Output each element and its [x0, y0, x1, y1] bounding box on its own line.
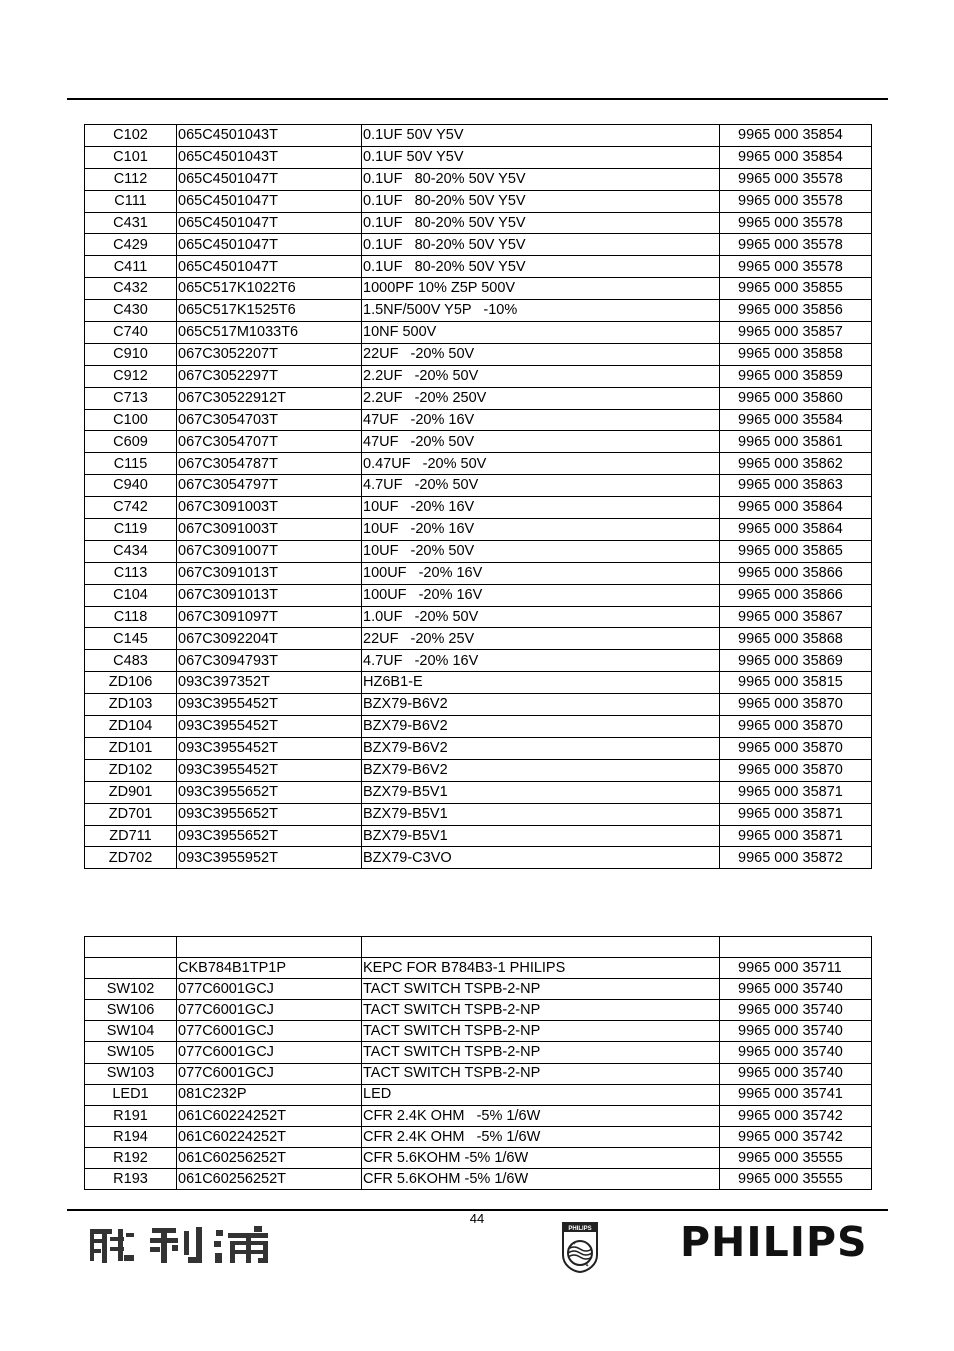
- description-cell: 47UF -20% 50V: [362, 431, 720, 453]
- table-row: [85, 1126, 872, 1147]
- service-code-cell: 9965 000 35578: [720, 212, 872, 234]
- service-code-cell: 9965 000 35870: [720, 737, 872, 759]
- table-row: [85, 1042, 872, 1063]
- part-code-cell: 065C4501043T: [177, 146, 362, 168]
- ref-cell: SW104: [85, 1021, 177, 1042]
- part-code-cell: 093C397352T: [177, 672, 362, 694]
- ref-cell: C432: [85, 278, 177, 300]
- part-code-cell: 067C3054703T: [177, 409, 362, 431]
- description-cell: 0.1UF 80-20% 50V Y5V: [362, 234, 720, 256]
- service-code-cell: 9965 000 35872: [720, 847, 872, 869]
- service-code-cell: 9965 000 35815: [720, 672, 872, 694]
- part-code-cell: 093C3955452T: [177, 694, 362, 716]
- description-cell: 0.47UF -20% 50V: [362, 453, 720, 475]
- part-code-cell: 077C6001GCJ: [177, 1042, 362, 1063]
- table-row: [85, 212, 872, 234]
- description-cell: HZ6B1-E: [362, 672, 720, 694]
- description-cell: KEPC FOR B784B3-1 PHILIPS: [362, 958, 720, 979]
- parts-table-capacitors-diodes: [84, 124, 872, 869]
- part-code-cell: 067C30522912T: [177, 387, 362, 409]
- ref-cell: SW102: [85, 979, 177, 1000]
- part-code-cell: 093C3955652T: [177, 781, 362, 803]
- part-code-cell: 067C3094793T: [177, 650, 362, 672]
- svg-text:PHILIPS: PHILIPS: [568, 1226, 592, 1232]
- part-code-cell: 061C60224252T: [177, 1126, 362, 1147]
- part-code-cell: 093C3955652T: [177, 825, 362, 847]
- service-code-cell: 9965 000 35578: [720, 234, 872, 256]
- description-cell: 22UF -20% 25V: [362, 628, 720, 650]
- table-row: [85, 694, 872, 716]
- part-code-cell: 065C517K1022T6: [177, 278, 362, 300]
- part-code-cell: 077C6001GCJ: [177, 1000, 362, 1021]
- service-code-cell: 9965 000 35864: [720, 497, 872, 519]
- part-code-cell: 061C60256252T: [177, 1147, 362, 1168]
- description-cell: TACT SWITCH TSPB-2-NP: [362, 979, 720, 1000]
- table-row: [85, 628, 872, 650]
- service-code-cell: 9965 000 35870: [720, 716, 872, 738]
- service-code-cell: 9965 000 35866: [720, 562, 872, 584]
- table-row: [85, 168, 872, 190]
- service-code-cell: 9965 000 35740: [720, 979, 872, 1000]
- part-code-cell: 093C3955452T: [177, 737, 362, 759]
- ref-cell: C115: [85, 453, 177, 475]
- table-row: [85, 650, 872, 672]
- description-cell: LED: [362, 1084, 720, 1105]
- ref-cell: C713: [85, 387, 177, 409]
- description-cell: 4.7UF -20% 16V: [362, 650, 720, 672]
- ref-cell: C112: [85, 168, 177, 190]
- part-code-cell: 067C3091013T: [177, 584, 362, 606]
- service-code-cell: 9965 000 35867: [720, 606, 872, 628]
- part-code-cell: 065C4501047T: [177, 256, 362, 278]
- service-code-cell: 9965 000 35740: [720, 1063, 872, 1084]
- description-cell: CFR 2.4K OHM -5% 1/6W: [362, 1105, 720, 1126]
- part-code-cell: 093C3955652T: [177, 803, 362, 825]
- description-cell: 1.5NF/500V Y5P -10%: [362, 300, 720, 322]
- ref-cell: C483: [85, 650, 177, 672]
- ref-cell: C910: [85, 343, 177, 365]
- part-code-cell: 067C3054707T: [177, 431, 362, 453]
- description-cell: 0.1UF 80-20% 50V Y5V: [362, 168, 720, 190]
- ref-cell: ZD101: [85, 737, 177, 759]
- service-code-cell: 9965 000 35869: [720, 650, 872, 672]
- description-cell: 0.1UF 80-20% 50V Y5V: [362, 190, 720, 212]
- table-row: [85, 737, 872, 759]
- service-code-cell: 9965 000 35866: [720, 584, 872, 606]
- description-cell: 1.0UF -20% 50V: [362, 606, 720, 628]
- svg-text:✦: ✦: [585, 1263, 590, 1269]
- description-cell: CFR 5.6KOHM -5% 1/6W: [362, 1147, 720, 1168]
- ref-cell: C118: [85, 606, 177, 628]
- table-row: [85, 234, 872, 256]
- ref-cell: R191: [85, 1105, 177, 1126]
- table-row: [85, 146, 872, 168]
- service-code-cell: 9965 000 35859: [720, 365, 872, 387]
- table-row: [85, 562, 872, 584]
- service-code-cell: 9965 000 35740: [720, 1021, 872, 1042]
- ref-cell: C119: [85, 519, 177, 541]
- table-row: [85, 979, 872, 1000]
- ref-cell: C609: [85, 431, 177, 453]
- ref-cell: R194: [85, 1126, 177, 1147]
- service-code-cell: 9965 000 35742: [720, 1126, 872, 1147]
- ref-cell: C740: [85, 322, 177, 344]
- service-code-cell: 9965 000 35711: [720, 958, 872, 979]
- ref-cell: SW103: [85, 1063, 177, 1084]
- table-row: [85, 803, 872, 825]
- ref-cell: ZD901: [85, 781, 177, 803]
- table-row: [85, 387, 872, 409]
- service-code-cell: 9965 000 35854: [720, 146, 872, 168]
- table-row: [85, 365, 872, 387]
- part-code-cell: 081C232P: [177, 1084, 362, 1105]
- description-cell: BZX79-C3VO: [362, 847, 720, 869]
- ref-cell: C430: [85, 300, 177, 322]
- table-row: [85, 937, 872, 958]
- ref-cell: [85, 958, 177, 979]
- service-code-cell: 9965 000 35578: [720, 190, 872, 212]
- service-code-cell: 9965 000 35858: [720, 343, 872, 365]
- part-code-cell: 067C3091007T: [177, 540, 362, 562]
- part-code-cell: 067C3054787T: [177, 453, 362, 475]
- service-code-cell: 9965 000 35742: [720, 1105, 872, 1126]
- ref-cell: C434: [85, 540, 177, 562]
- ref-cell: C429: [85, 234, 177, 256]
- ref-cell: LED1: [85, 1084, 177, 1105]
- description-cell: 1000PF 10% Z5P 500V: [362, 278, 720, 300]
- description-cell: 0.1UF 80-20% 50V Y5V: [362, 256, 720, 278]
- description-cell: 2.2UF -20% 50V: [362, 365, 720, 387]
- service-code-cell: 9965 000 35740: [720, 1000, 872, 1021]
- service-code-cell: 9965 000 35856: [720, 300, 872, 322]
- ref-cell: SW105: [85, 1042, 177, 1063]
- table-row: [85, 519, 872, 541]
- description-cell: TACT SWITCH TSPB-2-NP: [362, 1063, 720, 1084]
- description-cell: BZX79-B6V2: [362, 759, 720, 781]
- description-cell: 10UF -20% 16V: [362, 497, 720, 519]
- description-cell: 0.1UF 50V Y5V: [362, 146, 720, 168]
- ref-cell: C145: [85, 628, 177, 650]
- service-code-cell: 9965 000 35555: [720, 1169, 872, 1190]
- svg-text:✦: ✦: [572, 1241, 577, 1247]
- ref-cell: ZD106: [85, 672, 177, 694]
- part-code-cell: 065C4501047T: [177, 212, 362, 234]
- ref-cell: C102: [85, 125, 177, 147]
- service-code-cell: 9965 000 35578: [720, 256, 872, 278]
- ref-cell: C101: [85, 146, 177, 168]
- table-row: [85, 453, 872, 475]
- service-code-cell: 9965 000 35861: [720, 431, 872, 453]
- table-row: [85, 1105, 872, 1126]
- service-code-cell: 9965 000 35584: [720, 409, 872, 431]
- table-row: [85, 278, 872, 300]
- description-cell: CFR 2.4K OHM -5% 1/6W: [362, 1126, 720, 1147]
- ref-cell: ZD702: [85, 847, 177, 869]
- service-code-cell: 9965 000 35870: [720, 759, 872, 781]
- table-row: [85, 716, 872, 738]
- service-code-cell: 9965 000 35865: [720, 540, 872, 562]
- ref-cell: ZD701: [85, 803, 177, 825]
- table-row: [85, 300, 872, 322]
- part-code-cell: 093C3955952T: [177, 847, 362, 869]
- table-row: [85, 497, 872, 519]
- part-code-cell: CKB784B1TP1P: [177, 958, 362, 979]
- service-code-cell: 9965 000 35854: [720, 125, 872, 147]
- part-code-cell: [177, 937, 362, 958]
- table-row: [85, 343, 872, 365]
- description-cell: BZX79-B6V2: [362, 737, 720, 759]
- description-cell: 100UF -20% 16V: [362, 584, 720, 606]
- ref-cell: C742: [85, 497, 177, 519]
- table-row: [85, 322, 872, 344]
- description-cell: 10UF -20% 16V: [362, 519, 720, 541]
- service-code-cell: 9965 000 35741: [720, 1084, 872, 1105]
- table-row: [85, 1000, 872, 1021]
- service-code-cell: 9965 000 35855: [720, 278, 872, 300]
- part-code-cell: 061C60256252T: [177, 1169, 362, 1190]
- ref-cell: ZD104: [85, 716, 177, 738]
- table-row: [85, 1169, 872, 1190]
- service-code-cell: 9965 000 35871: [720, 825, 872, 847]
- table-row: [85, 540, 872, 562]
- table-row: [85, 431, 872, 453]
- table-row: [85, 847, 872, 869]
- parts-table-switches-resistors: [84, 936, 872, 1190]
- service-code-cell: 9965 000 35871: [720, 803, 872, 825]
- part-code-cell: 065C4501047T: [177, 168, 362, 190]
- description-cell: [362, 937, 720, 958]
- ref-cell: C431: [85, 212, 177, 234]
- table-row: [85, 1063, 872, 1084]
- service-code-cell: 9965 000 35871: [720, 781, 872, 803]
- ref-cell: C111: [85, 190, 177, 212]
- description-cell: 4.7UF -20% 50V: [362, 475, 720, 497]
- part-code-cell: 067C3054797T: [177, 475, 362, 497]
- service-code-cell: 9965 000 35555: [720, 1147, 872, 1168]
- ref-cell: C912: [85, 365, 177, 387]
- ref-cell: [85, 937, 177, 958]
- part-code-cell: 065C4501043T: [177, 125, 362, 147]
- table-row: [85, 190, 872, 212]
- ref-cell: C411: [85, 256, 177, 278]
- service-code-cell: 9965 000 35863: [720, 475, 872, 497]
- ref-cell: C104: [85, 584, 177, 606]
- service-code-cell: 9965 000 35860: [720, 387, 872, 409]
- philips-wordmark: PHILIPS: [680, 1218, 868, 1266]
- part-code-cell: 077C6001GCJ: [177, 1063, 362, 1084]
- header-rule: [67, 98, 888, 100]
- part-code-cell: 067C3052297T: [177, 365, 362, 387]
- service-code-cell: 9965 000 35870: [720, 694, 872, 716]
- table-row: [85, 1084, 872, 1105]
- part-code-cell: 067C3091097T: [177, 606, 362, 628]
- part-code-cell: 061C60224252T: [177, 1105, 362, 1126]
- service-code-cell: 9965 000 35740: [720, 1042, 872, 1063]
- table-row: [85, 475, 872, 497]
- description-cell: 47UF -20% 16V: [362, 409, 720, 431]
- page-number: 44: [469, 1211, 485, 1226]
- table-row: [85, 1021, 872, 1042]
- description-cell: BZX79-B5V1: [362, 803, 720, 825]
- table-row: [85, 781, 872, 803]
- part-code-cell: 067C3091013T: [177, 562, 362, 584]
- ref-cell: ZD103: [85, 694, 177, 716]
- ref-cell: ZD102: [85, 759, 177, 781]
- ref-cell: SW106: [85, 1000, 177, 1021]
- part-code-cell: 093C3955452T: [177, 759, 362, 781]
- table-row: [85, 256, 872, 278]
- philips-shield-icon: [560, 1221, 600, 1273]
- table-row: [85, 759, 872, 781]
- table-row: [85, 672, 872, 694]
- service-code-cell: 9965 000 35862: [720, 453, 872, 475]
- ref-cell: ZD711: [85, 825, 177, 847]
- ref-cell: C113: [85, 562, 177, 584]
- description-cell: BZX79-B6V2: [362, 694, 720, 716]
- description-cell: 0.1UF 80-20% 50V Y5V: [362, 212, 720, 234]
- ref-cell: R192: [85, 1147, 177, 1168]
- part-code-cell: 065C4501047T: [177, 190, 362, 212]
- table-row: [85, 584, 872, 606]
- table-row: [85, 606, 872, 628]
- table-row: [85, 409, 872, 431]
- service-code-cell: 9965 000 35868: [720, 628, 872, 650]
- description-cell: TACT SWITCH TSPB-2-NP: [362, 1042, 720, 1063]
- part-code-cell: 065C517M1033T6: [177, 322, 362, 344]
- service-code-cell: 9965 000 35864: [720, 519, 872, 541]
- service-code-cell: [720, 937, 872, 958]
- ref-cell: R193: [85, 1169, 177, 1190]
- description-cell: 22UF -20% 50V: [362, 343, 720, 365]
- philips-chinese-logo: [88, 1225, 272, 1265]
- table-row: [85, 825, 872, 847]
- table-row: [85, 958, 872, 979]
- service-code-cell: 9965 000 35857: [720, 322, 872, 344]
- part-code-cell: 067C3091003T: [177, 497, 362, 519]
- part-code-cell: 065C517K1525T6: [177, 300, 362, 322]
- description-cell: BZX79-B6V2: [362, 716, 720, 738]
- table-row: [85, 1147, 872, 1168]
- part-code-cell: 067C3052207T: [177, 343, 362, 365]
- description-cell: 10UF -20% 50V: [362, 540, 720, 562]
- description-cell: TACT SWITCH TSPB-2-NP: [362, 1000, 720, 1021]
- description-cell: BZX79-B5V1: [362, 781, 720, 803]
- description-cell: 2.2UF -20% 250V: [362, 387, 720, 409]
- service-code-cell: 9965 000 35578: [720, 168, 872, 190]
- ref-cell: C940: [85, 475, 177, 497]
- part-code-cell: 067C3092204T: [177, 628, 362, 650]
- description-cell: 0.1UF 50V Y5V: [362, 125, 720, 147]
- part-code-cell: 077C6001GCJ: [177, 1021, 362, 1042]
- part-code-cell: 077C6001GCJ: [177, 979, 362, 1000]
- part-code-cell: 065C4501047T: [177, 234, 362, 256]
- part-code-cell: 067C3091003T: [177, 519, 362, 541]
- table-row: [85, 125, 872, 147]
- description-cell: TACT SWITCH TSPB-2-NP: [362, 1021, 720, 1042]
- description-cell: 10NF 500V: [362, 322, 720, 344]
- description-cell: 100UF -20% 16V: [362, 562, 720, 584]
- description-cell: BZX79-B5V1: [362, 825, 720, 847]
- part-code-cell: 093C3955452T: [177, 716, 362, 738]
- ref-cell: C100: [85, 409, 177, 431]
- description-cell: CFR 5.6KOHM -5% 1/6W: [362, 1169, 720, 1190]
